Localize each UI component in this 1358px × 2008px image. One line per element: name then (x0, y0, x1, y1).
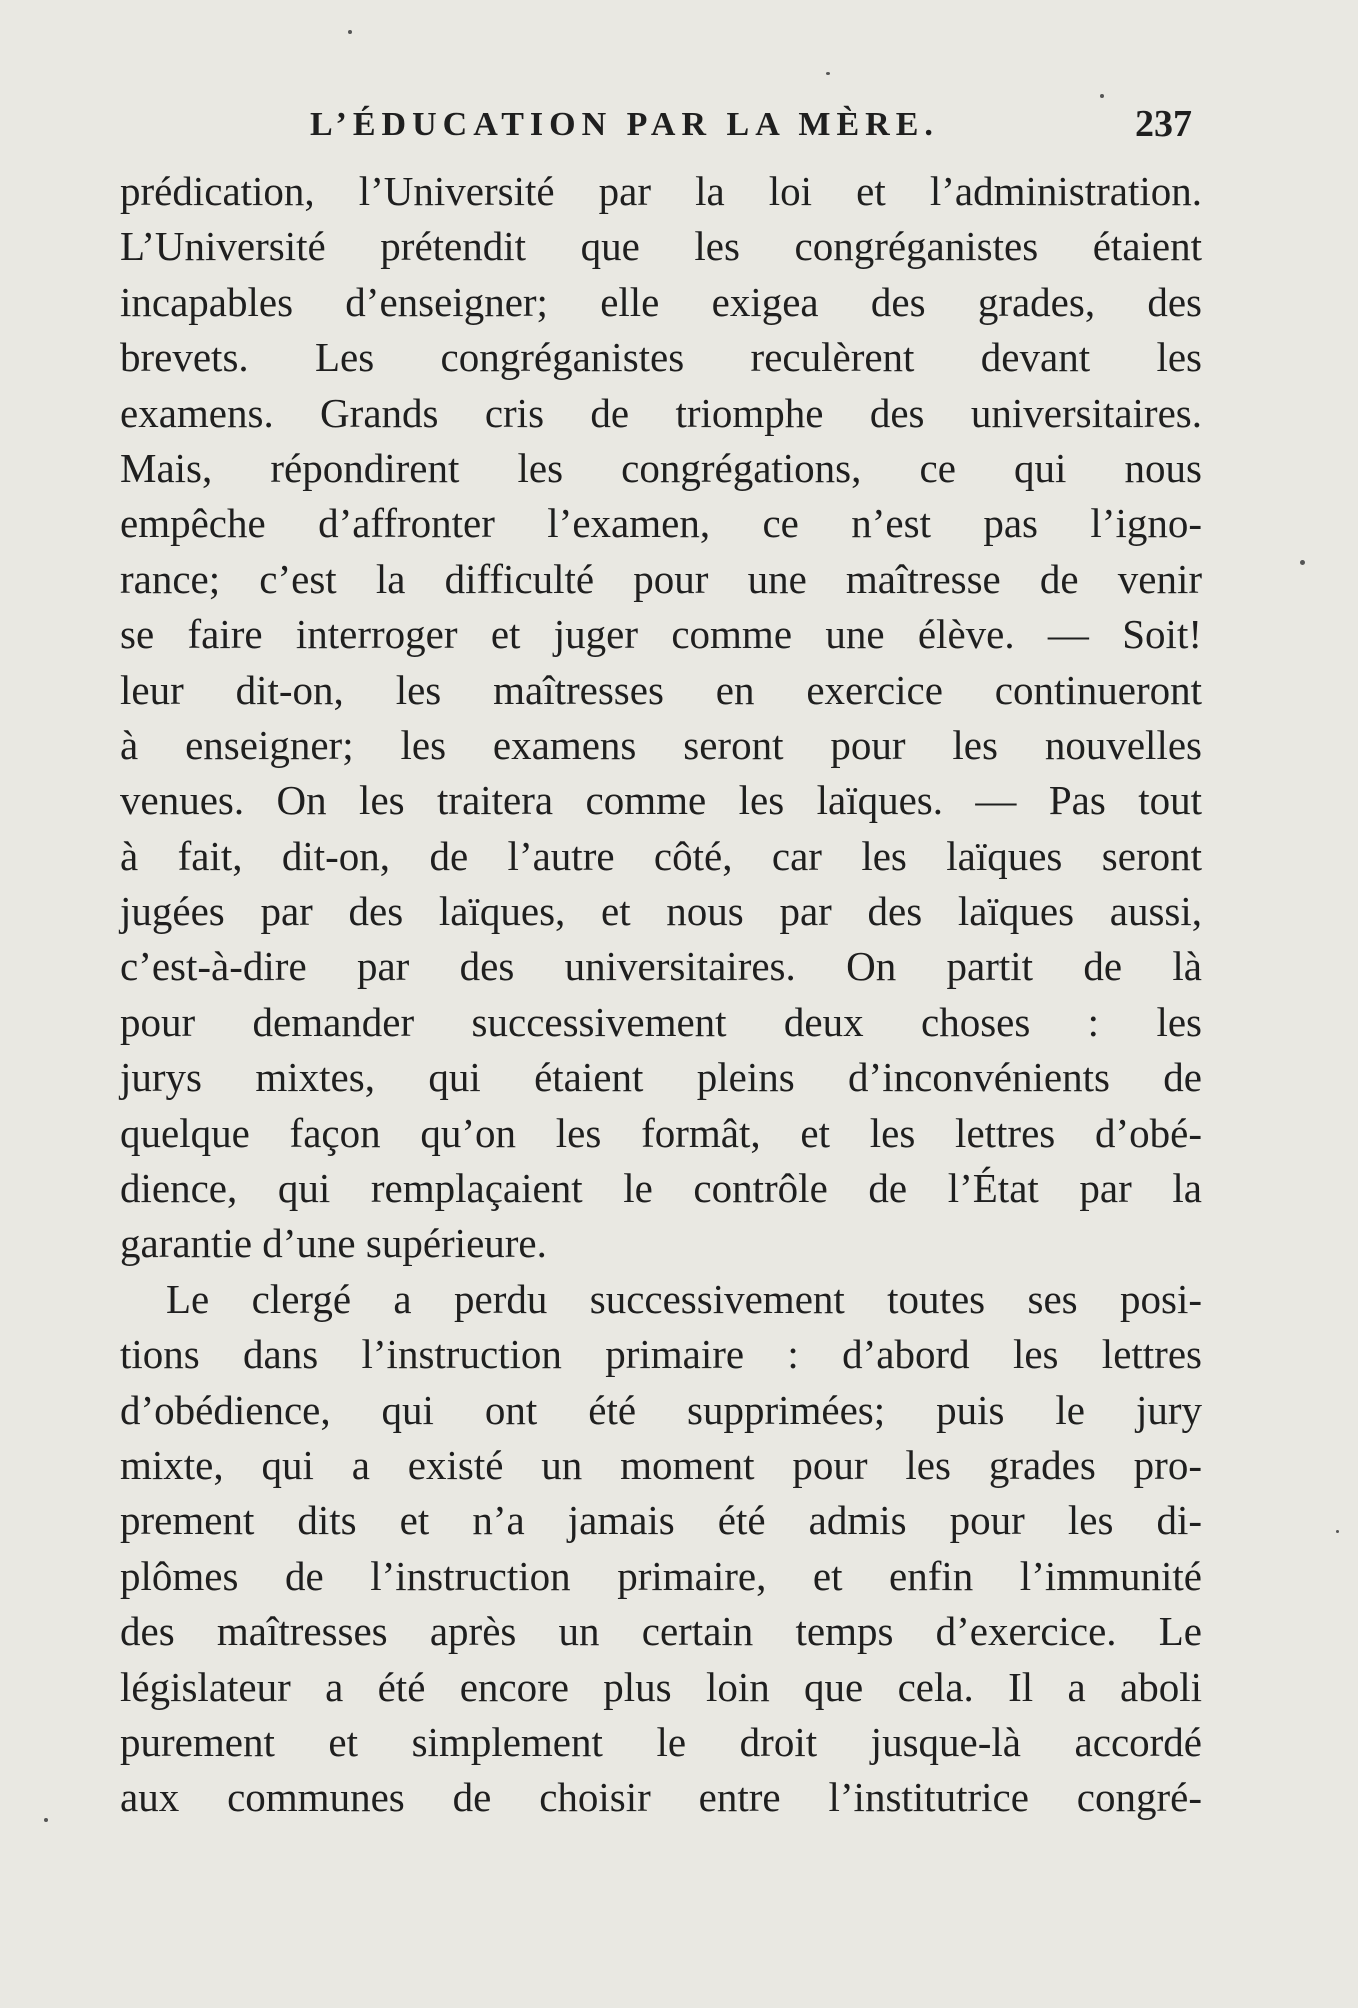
running-head (120, 100, 1200, 150)
text-line: à fait, dit-on, de l’autre côté, car les laïques seront (120, 832, 1202, 879)
text-line: purement et simplement le droit jusque-là accordé (120, 1718, 1202, 1765)
text-line: se faire interroger et juger comme une élève. — Soit! (120, 611, 1202, 658)
body-text (120, 164, 1202, 1826)
text-line-paragraph-start: Le clergé a perdu successivement toutes ses posi- (166, 1275, 1202, 1322)
text-line: prement dits et n’a jamais été admis pour les di- (120, 1497, 1202, 1544)
text-line: pour demander successivement deux choses : les (120, 998, 1202, 1045)
text-line: quelque façon qu’on les formât, et les lettres d’obé- (120, 1109, 1202, 1156)
text-line: tions dans l’instruction primaire : d’abord les lettres (120, 1331, 1202, 1378)
paper-speck (348, 30, 352, 34)
text-line: empêche d’affronter l’examen, ce n’est pas l’igno- (120, 500, 1202, 547)
text-line: prédication, l’Université par la loi et l’administration. (120, 168, 1202, 214)
text-line: aux communes de choisir entre l’institutrice congré- (120, 1774, 1202, 1821)
text-line: jurys mixtes, qui étaient pleins d’inconvénients de (120, 1054, 1202, 1101)
text-line: incapables d’enseigner; elle exigea des grades, des (120, 278, 1202, 325)
text-line: d’obédience, qui ont été supprimées; puis le jury (120, 1386, 1202, 1433)
paper-speck (826, 72, 830, 75)
paper-speck (44, 1818, 48, 1822)
paper-speck (1336, 1530, 1339, 1533)
page-number: 237 (1135, 103, 1192, 145)
running-title: L’ÉDUCATION PAR LA MÈRE. (310, 106, 939, 143)
text-line: des maîtresses après un certain temps d’exercice. Le (120, 1608, 1202, 1655)
text-line: plômes de l’instruction primaire, et enfin l’immunité (120, 1552, 1202, 1599)
text-line: législateur a été encore plus loin que cela. Il a aboli (120, 1663, 1202, 1710)
text-line: L’Université prétendit que les congréganistes étaient (120, 223, 1202, 270)
text-line: rance; c’est la difficulté pour une maîtresse de venir (120, 555, 1202, 602)
text-line: venues. On les traitera comme les laïques. — Pas tout (120, 777, 1202, 824)
text-line: brevets. Les congréganistes reculèrent devant les (120, 334, 1202, 381)
paper-speck (1300, 560, 1305, 565)
text-line: jugées par des laïques, et nous par des laïques aussi, (120, 888, 1202, 935)
text-line: leur dit-on, les maîtresses en exercice continueront (120, 666, 1202, 713)
text-line: mixte, qui a existé un moment pour les grades pro- (120, 1441, 1202, 1488)
text-line: dience, qui remplaçaient le contrôle de l’État par la (120, 1165, 1202, 1212)
paper-speck (1100, 94, 1104, 98)
text-line: c’est-à-dire par des universitaires. On partit de là (120, 943, 1202, 990)
text-line: examens. Grands cris de triomphe des universitaires. (120, 389, 1202, 436)
text-line-paragraph-end: garantie d’une supérieure. (120, 1220, 547, 1267)
text-line: à enseigner; les examens seront pour les nouvelles (120, 721, 1202, 768)
text-line: Mais, répondirent les congrégations, ce qui nous (120, 444, 1202, 491)
